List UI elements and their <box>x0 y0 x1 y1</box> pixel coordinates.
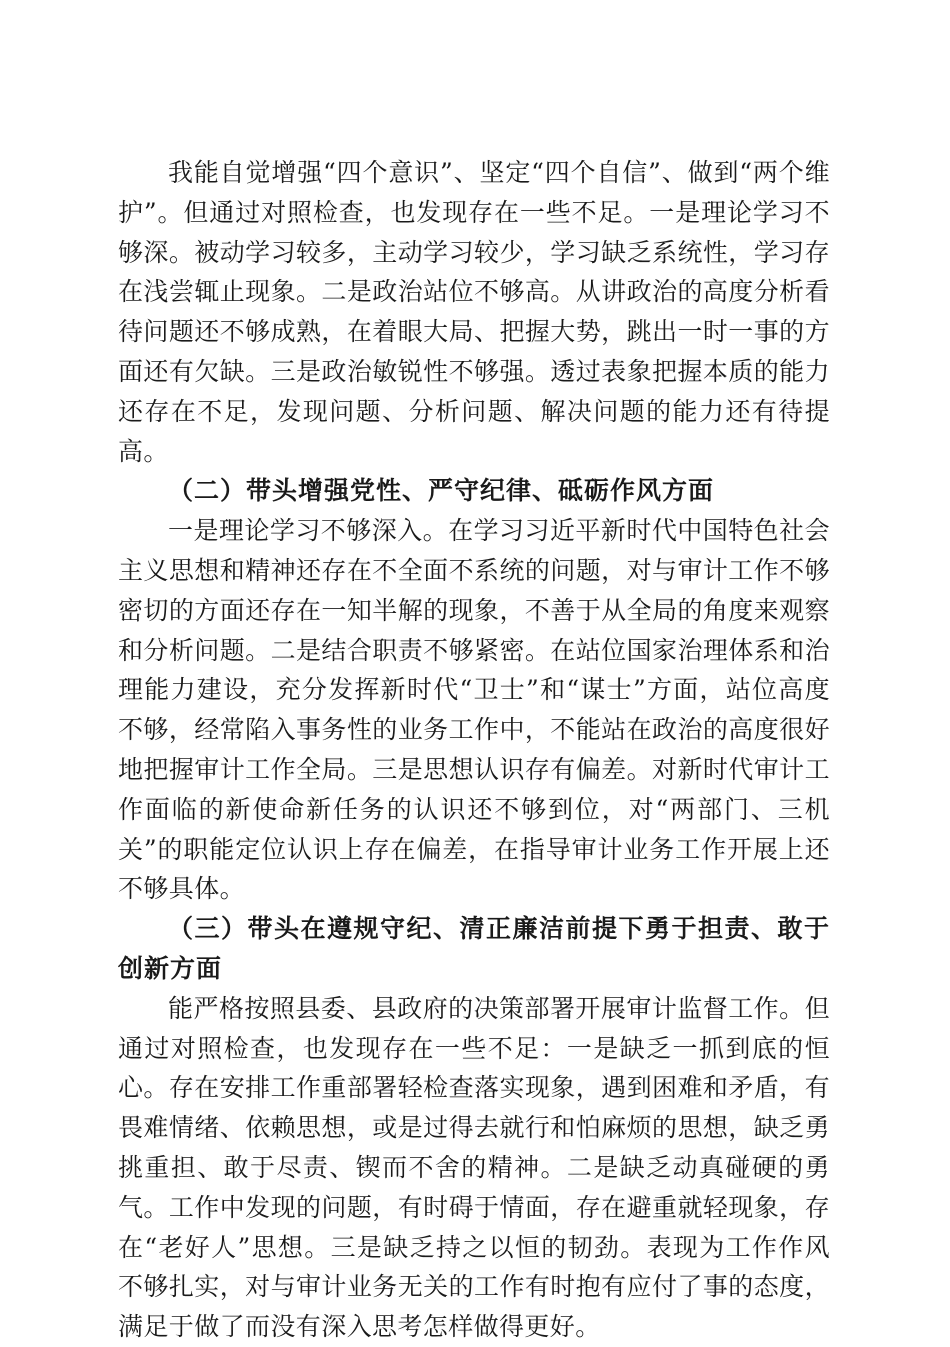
document-body <box>118 153 830 1347</box>
paragraph-political-awareness: 我能自觉增强“四个意识”、坚定“四个自信”、做到“两个维护”。但通过对照检查，也发现存在一些不足。一是理论学习不够深。被动学习较多，主动学习较少，学习缺乏系统性，学习存在浅尝辄止现象。二是政治站位不够高。从讲政治的高度分析看待问题还不够成熟，在着眼大局、把握大势，跳出一时一事的方面还有欠缺。三是政治敏锐性不够强。透过表象把握本质的能力还存在不足，发现问题、分析问题、解决问题的能力还有待提高。 <box>118 158 830 466</box>
section-heading-responsibility-innovation: （三）带头在遵规守纪、清正廉洁前提下勇于担责、敢于创新方面 <box>118 914 830 983</box>
paragraph-responsibility-innovation: 能严格按照县委、县政府的决策部署开展审计监督工作。但通过对照检查，也发现存在一些不足：一是缺乏一抓到底的恒心。存在安排工作重部署轻检查落实现象，遇到困难和矛盾，有畏难情绪、依赖思想，或是过得去就行和怕麻烦的思想，缺乏勇挑重担、敢于尽责、锲而不舍的精神。二是缺乏动真碰硬的勇气。工作中发现的问题，有时碍于情面，存在避重就轻现象，存在“老好人”思想。三是缺乏持之以恒的韧劲。表现为工作作风不够扎实，对与审计业务无关的工作有时抱有应付了事的态度，满足于做了而没有深入思考怎样做得更好。 <box>118 993 830 1342</box>
paragraph-party-discipline: 一是理论学习不够深入。在学习习近平新时代中国特色社会主义思想和精神还存在不全面不系统的问题，对与审计工作不够密切的方面还存在一知半解的现象，不善于从全局的角度来观察和分析问题。二是结合职责不够紧密。在站位国家治理体系和治理能力建设，充分发挥新时代“卫士”和“谋士”方面，站位高度不够，经常陷入事务性的业务工作中，不能站在政治的高度很好地把握审计工作全局。三是思想认识存有偏差。对新时代审计工作面临的新使命新任务的认识还不够到位，对“两部门、三机关”的职能定位认识上存在偏差，在指导审计业务工作开展上还不够具体。 <box>118 516 830 904</box>
section-heading-party-discipline: （二）带头增强党性、严守纪律、砥砺作风方面 <box>168 476 715 506</box>
